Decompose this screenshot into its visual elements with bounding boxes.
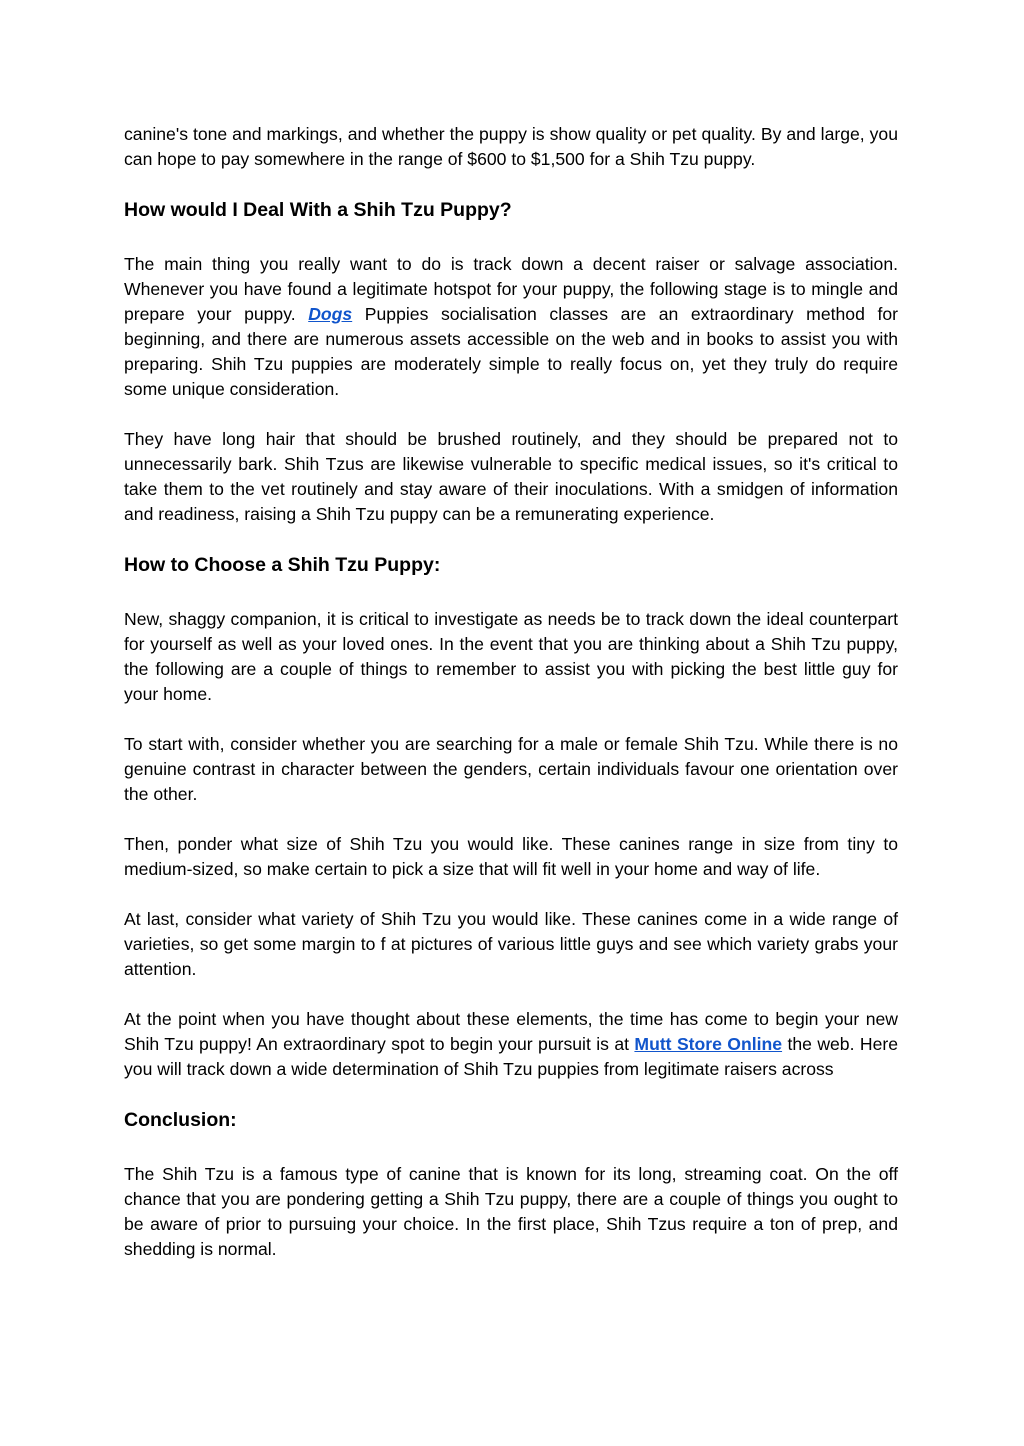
dogs-link[interactable]: Dogs — [308, 304, 353, 324]
paragraph-variety: At last, consider what variety of Shih Tzu you would like. These canines come in a wide range of varieties, so get some margin to f at pictures of various little guys and see which variety grabs your attention. — [124, 909, 898, 979]
paragraph-search — [124, 1007, 898, 1082]
paragraph-investigate: New, shaggy companion, it is critical to investigate as needs be to track down the ideal counterpart for yourself as well as your loved ones. In the event that you are thinking about a Shih Tzu puppy, the following are a couple of things to remember to assist you with picking the best little guy for your home. — [124, 609, 898, 704]
paragraph-search-text-b: the web. Here you will track down a wide determination of Shih Tzu puppies from legitimate raisers across — [124, 1034, 899, 1079]
paragraph-socialise-text-b: Puppies socialisation classes are an extraordinary method for beginning, and there are numerous assets accessible on the web and in books to assist you with preparing. Shih Tzu puppies are moderately simple to really focus on, yet they truly do require some unique consideration. — [124, 304, 898, 399]
paragraph-socialise — [124, 252, 898, 402]
paragraph-grooming: They have long hair that should be brushed routinely, and they should be prepared not to unnecessarily bark. Shih Tzus are likewise vulnerable to specific medical issues, so it's critical to take them to the vet routinely and stay aware of their inoculations. With a smidgen of information and readiness, raising a Shih Tzu puppy can be a remunerating experience. — [124, 429, 898, 524]
mutt-store-online-link[interactable]: Mutt Store Online — [634, 1034, 783, 1054]
heading-conclusion: Conclusion: — [124, 1109, 237, 1131]
paragraph-search-text-a: At the point when you have thought about these elements, the time has come to begin your new Shih Tzu puppy! An extraordinary spot to begin your pursuit is at — [124, 1009, 898, 1054]
paragraph-size: Then, ponder what size of Shih Tzu you would like. These canines range in size from tiny to medium-sized, so make certain to pick a size that will fit well in your home and way of life. — [124, 834, 898, 879]
paragraph-conclusion: The Shih Tzu is a famous type of canine that is known for its long, streaming coat. On the off chance that you are pondering getting a Shih Tzu puppy, there are a couple of things you ought to be aware of prior to pursuing your choice. In the first place, Shih Tzus require a ton of prep, and shedding is normal. — [124, 1164, 898, 1259]
document-page — [124, 122, 898, 1262]
paragraph-socialise-text-a: The main thing you really want to do is track down a decent raiser or salvage association. Whenever you have found a legitimate hotspot for your puppy, the following stage is to mingle and prepare your puppy. — [124, 254, 898, 324]
heading-choose-puppy: How to Choose a Shih Tzu Puppy: — [124, 554, 441, 576]
paragraph-price: canine's tone and markings, and whether the puppy is show quality or pet quality. By and large, you can hope to pay somewhere in the range of $600 to $1,500 for a Shih Tzu puppy. — [124, 124, 898, 169]
heading-deal-with-puppy: How would I Deal With a Shih Tzu Puppy? — [124, 199, 512, 221]
paragraph-gender: To start with, consider whether you are searching for a male or female Shih Tzu. While there is no genuine contrast in character between the genders, certain individuals favour one orientation over the other. — [124, 734, 898, 804]
